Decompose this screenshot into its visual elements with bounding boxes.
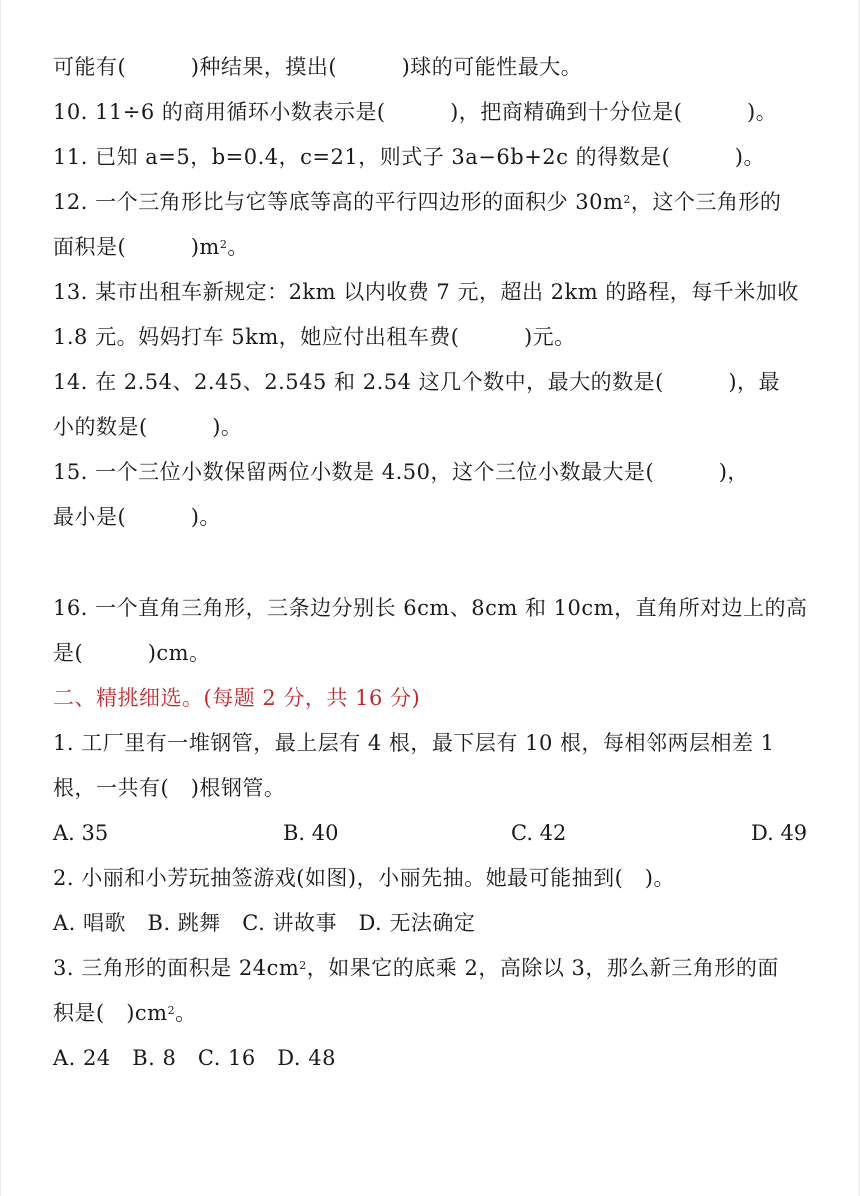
- question-12-line2: [53, 232, 249, 262]
- option-d: D. 49: [751, 821, 808, 845]
- question-14-line1: 14. 在 2.54、2.45、2.545 和 2.54 这几个数中，最大的数是( )，最: [53, 370, 781, 394]
- choice-question-3-line2: [53, 998, 197, 1028]
- s3-line2-text: 积是( )cm: [53, 1001, 168, 1025]
- q12-line2-tail: 。: [227, 235, 249, 259]
- question-13-line2: 1.8 元。妈妈打车 5km，她应付出租车费( )元。: [53, 325, 576, 349]
- choice-question-3-line1: [53, 953, 779, 983]
- option-c: C. 42: [511, 821, 567, 845]
- section-2-heading: 二、精挑细选。(每题 2 分，共 16 分): [53, 686, 421, 710]
- question-9-continuation: 可能有( )种结果，摸出( )球的可能性最大。: [53, 55, 583, 79]
- s3-line2-superscript: 2: [167, 1004, 176, 1017]
- question-14-line2: 小的数是( )。: [53, 415, 243, 439]
- question-15-line2: 最小是( )。: [53, 505, 221, 529]
- s3-text: 3. 三角形的面积是 24cm: [53, 956, 300, 980]
- question-16-line2: 是( )cm。: [53, 641, 211, 665]
- s3-superscript: 2: [299, 959, 307, 972]
- question-10: 10. 11÷6 的商用循环小数表示是( )，把商精确到十分位是( )。: [53, 100, 778, 124]
- choice-question-1-line2: 根，一共有( )根钢管。: [53, 776, 286, 800]
- q12-tail: ，这个三角形的: [630, 190, 782, 214]
- question-16-line1: 16. 一个直角三角形，三条边分别长 6cm、8cm 和 10cm，直角所对边上的高: [53, 596, 808, 620]
- question-11: 11. 已知 a=5，b=0.4，c=21，则式子 3a−6b+2c 的得数是( )。: [53, 145, 765, 169]
- s3-line2-tail: 。: [175, 1001, 197, 1025]
- choice-question-2-options: A. 唱歌 B. 跳舞 C. 讲故事 D. 无法确定: [53, 911, 476, 935]
- option-a: A. 35: [53, 821, 109, 845]
- question-15-line1: 15. 一个三位小数保留两位小数是 4.50，这个三位小数最大是( )，: [53, 460, 749, 484]
- question-13-line1: 13. 某市出租车新规定：2km 以内收费 7 元，超出 2km 的路程，每千米加收: [53, 280, 799, 304]
- s3-tail: ，如果它的底乘 2，高除以 3，那么新三角形的面: [306, 956, 779, 980]
- option-b: B. 40: [283, 821, 339, 845]
- choice-question-3-options: A. 24 B. 8 C. 16 D. 48: [53, 1046, 336, 1070]
- q12-line2-text: 面积是( )m: [53, 235, 220, 259]
- choice-question-2: 2. 小丽和小芳玩抽签游戏(如图)，小丽先抽。她最可能抽到( )。: [53, 866, 675, 890]
- q12-text: 12. 一个三角形比与它等底等高的平行四边形的面积少 30m: [53, 190, 624, 214]
- choice-question-1-line1: 1. 工厂里有一堆钢管，最上层有 4 根，最下层有 10 根，每相邻两层相差 1: [53, 731, 775, 755]
- question-12-line1: [53, 187, 781, 217]
- q12-superscript: 2: [623, 193, 631, 206]
- q12-line2-superscript: 2: [219, 238, 228, 251]
